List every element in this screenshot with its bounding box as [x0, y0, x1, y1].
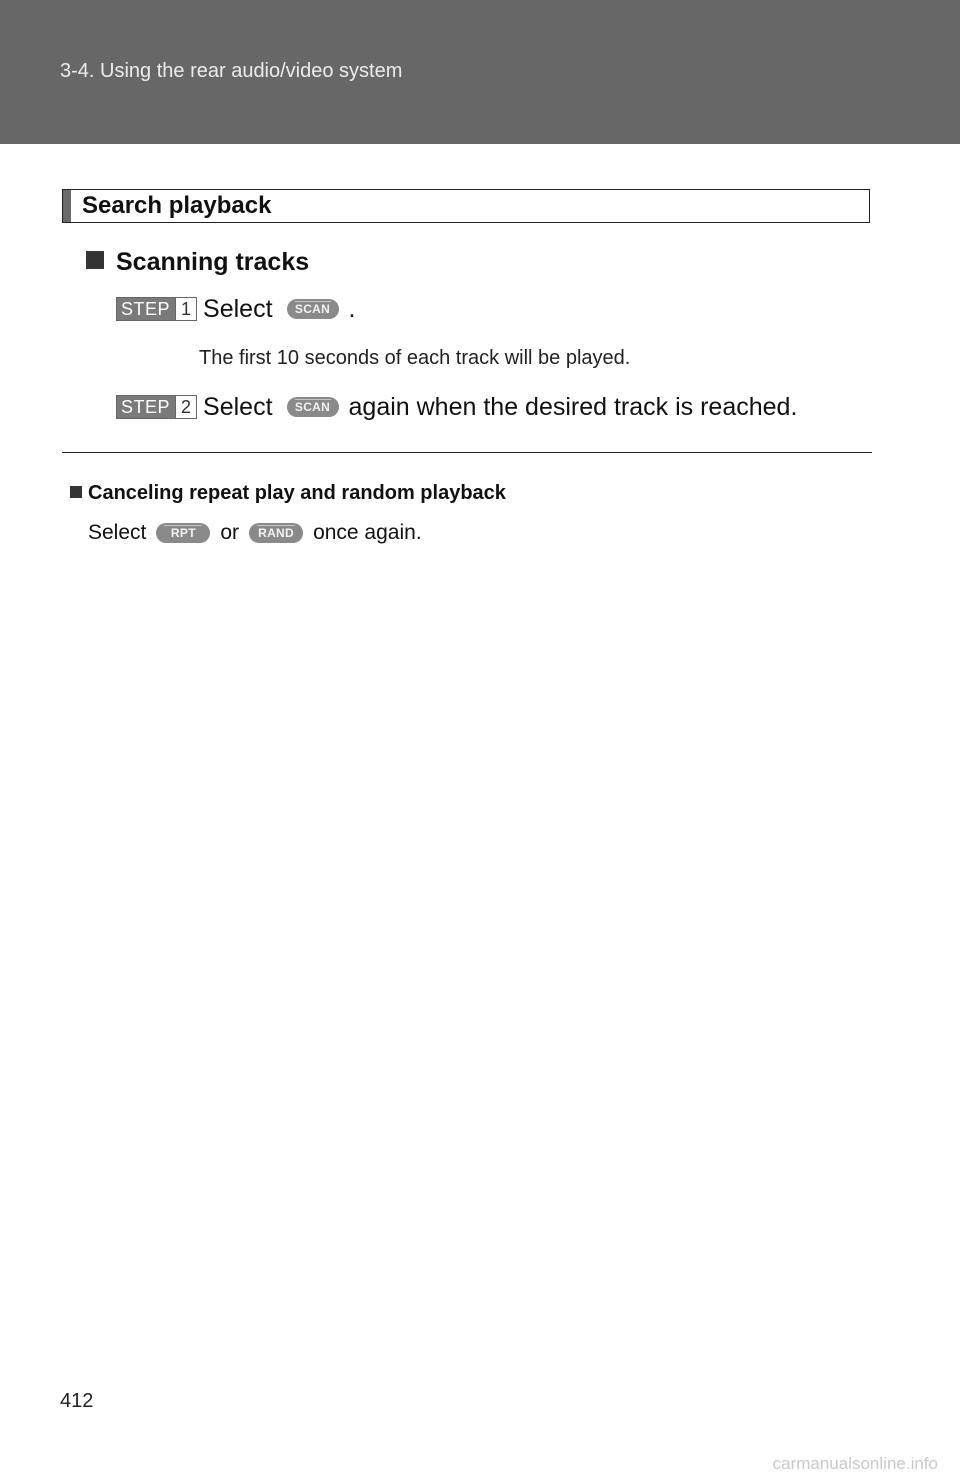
canceling-instructions — [88, 518, 422, 548]
step-1-text-before: Select — [203, 294, 273, 323]
section-title: Search playback — [82, 192, 272, 219]
canceling-connector: or — [220, 521, 240, 544]
rpt-button[interactable]: RPT — [156, 523, 210, 543]
step-number: 1 — [175, 298, 196, 320]
step-1-row — [116, 293, 355, 325]
watermark: carmanualsonline.info — [772, 1454, 938, 1473]
chapter-breadcrumb: 3-4. Using the rear audio/video system — [60, 60, 403, 82]
section-title-box — [62, 189, 870, 223]
step-2-text-after: again when the desired track is reached. — [348, 392, 798, 421]
subheading-text: Canceling repeat play and random playback — [88, 482, 506, 504]
step-1-badge — [116, 297, 197, 321]
canceling-text-before: Select — [88, 521, 147, 544]
subheading-scanning-tracks — [86, 248, 309, 277]
step-number: 2 — [175, 396, 196, 418]
step-1-text-after: . — [348, 294, 356, 323]
canceling-text-after: once again. — [313, 521, 422, 544]
step-label: STEP — [117, 396, 175, 418]
step-label: STEP — [117, 298, 175, 320]
scan-note: The first 10 seconds of each track will be played. — [199, 347, 631, 369]
step-2-text-before: Select — [203, 392, 273, 421]
scan-button[interactable]: SCAN — [287, 397, 339, 417]
square-bullet-icon — [70, 486, 82, 498]
header-band — [0, 0, 960, 144]
step-2-row — [116, 391, 797, 423]
square-bullet-icon — [86, 251, 104, 269]
subheading-canceling — [70, 482, 506, 505]
section-divider — [62, 452, 872, 453]
rand-button[interactable]: RAND — [249, 523, 303, 543]
scan-button[interactable]: SCAN — [287, 299, 339, 319]
page-number: 412 — [60, 1390, 94, 1412]
step-2-badge — [116, 395, 197, 419]
section-title-marker — [63, 190, 71, 222]
subheading-text: Scanning tracks — [116, 248, 310, 276]
